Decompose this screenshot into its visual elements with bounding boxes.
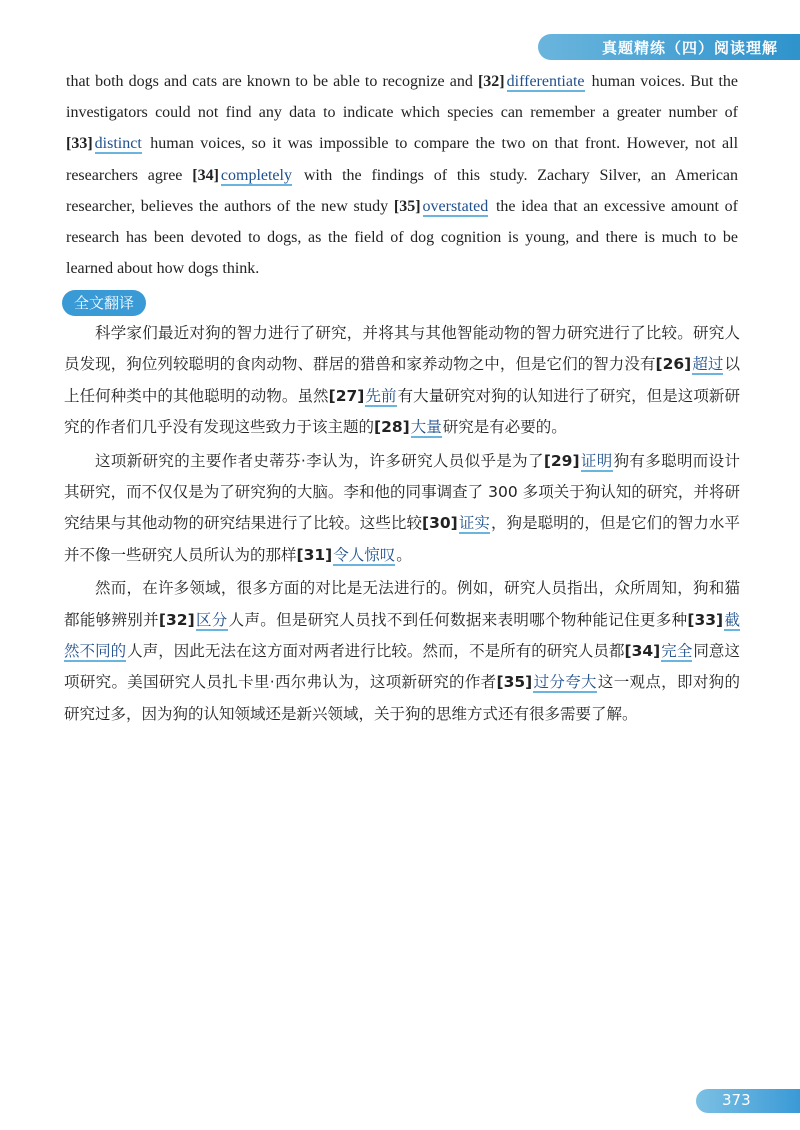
blank-number-31: [31] [296, 545, 333, 564]
english-text: with the findings of this study. Zachary Silver, an American researcher, believes the authors of the new study [66, 166, 739, 215]
answer-word-35: 过分夸大 [533, 673, 597, 692]
blank-number-32: [32] [158, 610, 195, 629]
answer-word-32: 区分 [195, 610, 228, 629]
answer-word-30: 证实 [458, 514, 490, 533]
chinese-text: 这一观点，即对狗的研究过多，因为狗的认知领域还是新兴领域，关于狗的思维方式还有很多需要了解。 [64, 673, 740, 723]
blank-number-33: [33] [687, 610, 724, 629]
full-translation-label: 全文翻译 [62, 290, 146, 316]
chinese-text: 这项新研究的主要作者史蒂芬·李认为，许多研究人员似乎是为了 [95, 451, 544, 470]
translation-paragraph-1 [64, 318, 740, 444]
answer-word-33: distinct [94, 135, 142, 153]
chinese-text: 科学家们最近对狗的智力进行了研究，并将其与其他智能动物的智力研究进行了比较。研究人员发现，狗位列较聪明的食肉动物、群居的猎兽和家养动物之中，但是它们的智力没有 [64, 324, 740, 374]
blank-number-28: [28] [374, 418, 410, 437]
chinese-text: 同意这项研究。美国研究人员扎卡里·西尔弗认为，这项新研究的作者 [64, 642, 740, 692]
chinese-text: 以上任何种类中的其他聪明的动物。虽然 [64, 355, 740, 405]
answer-word-27: 先前 [365, 386, 397, 405]
blank-number-32: [32] [477, 73, 505, 90]
section-header-bar [538, 34, 800, 60]
blank-number-34: [34] [192, 166, 219, 184]
answer-word-35: overstated [422, 197, 489, 215]
blank-number-33: [33] [66, 135, 93, 153]
answer-word-34: completely [220, 166, 292, 184]
chinese-text: 人声，因此无法在这方面对两者进行比较。然而，不是所有的研究人员都 [127, 642, 625, 661]
english-text: human voices, so it was impossible to compare the two on that front. However, not all researchers agree [66, 135, 739, 184]
chinese-text: ，狗是聪明的，但是它们的智力水平并不像一些研究人员所认为的那样 [64, 514, 740, 564]
chinese-text: 狗有多聪明而设计其研究，而不仅仅是为了研究狗的大脑。李和他的同事调查了 300 多项关于狗认知的研究，并将研究结果与其他动物的研究结果进行了比较。这些比较 [64, 451, 740, 533]
answer-word-33: 截然不同的 [64, 610, 740, 661]
chinese-text: 有大量研究对狗的认知进行了研究，但是这项新研究的作者们几乎没有发现这些致力于该主题的 [64, 386, 740, 437]
chinese-text: 然而，在许多领域，很多方面的对比是无法进行的。例如，研究人员指出，众所周知，狗和猫都能够辨别并 [64, 579, 740, 629]
blank-number-29: [29] [543, 451, 580, 470]
blank-number-27: [27] [328, 386, 365, 405]
english-text: the idea that an excessive amount of research has been devoted to dogs, as the field of dog cognition is young, and there is much to be learned about how dogs think. [66, 197, 738, 278]
page-number: 373 [722, 1091, 751, 1109]
translation-paragraph-3 [64, 573, 740, 730]
blank-number-35: [35] [393, 197, 421, 215]
answer-word-26: 超过 [692, 355, 724, 374]
answer-word-31: 令人惊叹 [333, 545, 396, 564]
blank-number-34: [34] [624, 642, 661, 661]
page-number-bar [696, 1089, 800, 1113]
answer-word-32: differentiate [506, 73, 585, 90]
chinese-translation [64, 318, 740, 732]
blank-number-30: [30] [422, 514, 458, 533]
english-text: human voices. But the investigators could not find any data to indicate which species can remember a greater number of [66, 73, 739, 122]
translation-paragraph-2 [64, 446, 740, 572]
english-passage [66, 66, 738, 284]
chinese-text: 。 [396, 545, 412, 564]
blank-number-26: [26] [655, 355, 692, 374]
section-header-title: 真题精练（四）阅读理解 [601, 39, 778, 57]
answer-word-29: 证明 [580, 451, 613, 470]
chinese-text: 人声。但是研究人员找不到任何数据来表明哪个物种能记住更多种 [228, 610, 688, 629]
english-text: that both dogs and cats are known to be able to recognize and [66, 73, 473, 90]
blank-number-35: [35] [496, 673, 533, 692]
answer-word-34: 完全 [661, 642, 693, 661]
chinese-text: 研究是有必要的。 [442, 418, 567, 437]
answer-word-28: 大量 [410, 418, 442, 437]
